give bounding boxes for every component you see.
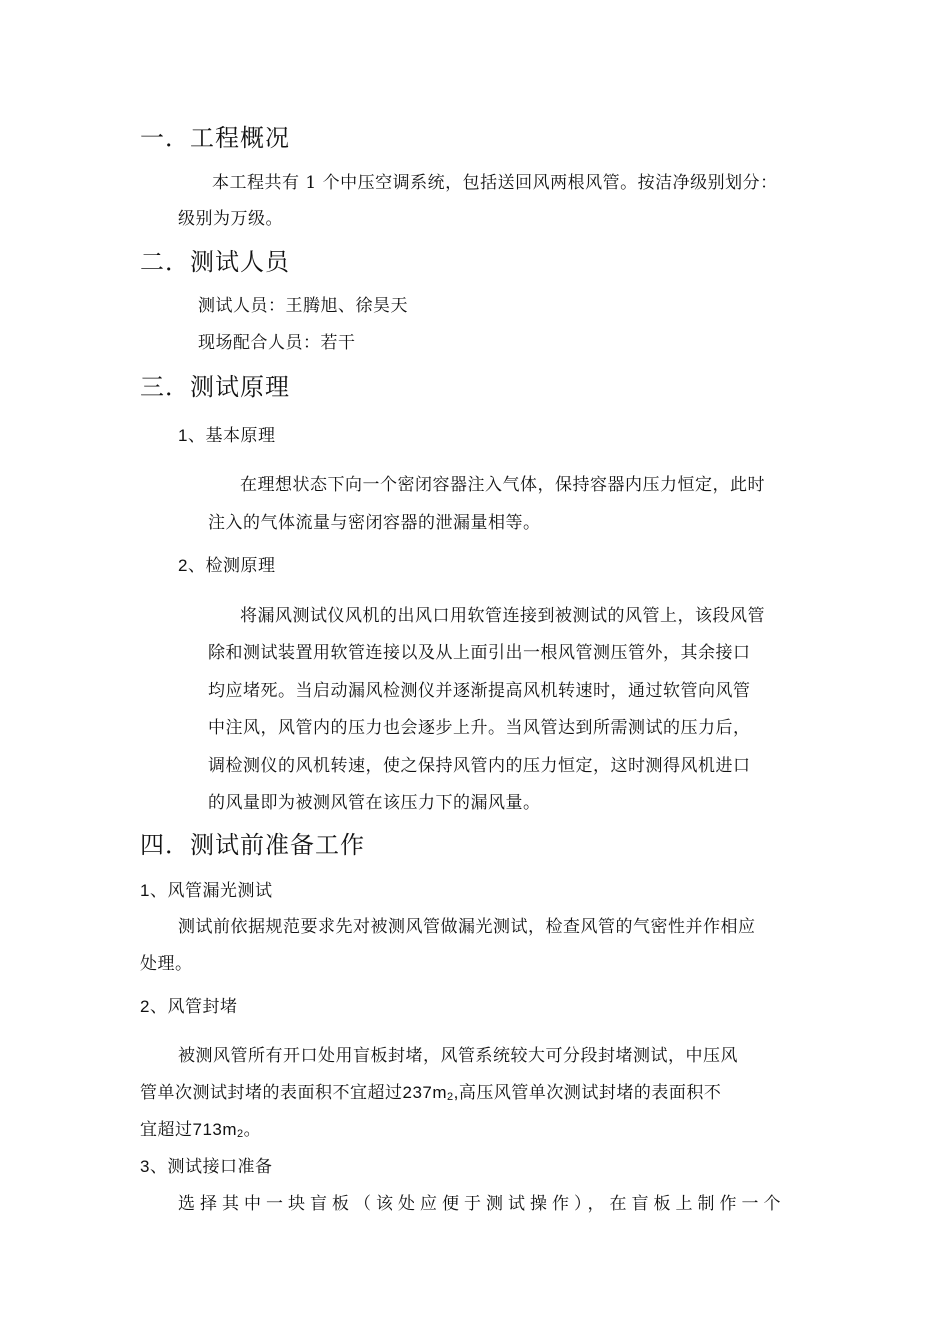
line-3-text-a: 宜超过 (140, 1120, 193, 1140)
section-3-sub-1-heading: 1、基本原理 (178, 426, 276, 445)
section-1-line-1: 本工程共有 1 个中压空调系统，包括送回风两根风管。按洁净级别划分： (212, 173, 778, 193)
section-3-sub-2-line-1: 将漏风测试仪风机的出风口用软管连接到被测试的风管上，该段风管 (240, 606, 765, 626)
section-2-title: 二．测试人员 (140, 248, 290, 276)
line-2-text-a: 管单次测试封堵的表面积不宜超过 (140, 1083, 403, 1103)
section-4-sub-2-heading: 2、风管封堵 (140, 997, 238, 1016)
area-unit-superscript: 2 (237, 1128, 244, 1140)
section-3-sub-1-line-2: 注入的气体流量与密闭容器的泄漏量相等。 (208, 513, 541, 533)
area-unit-superscript: 2 (447, 1091, 454, 1103)
area-value-medium: 237m (402, 1083, 448, 1102)
section-2-line-1: 测试人员：王腾旭、徐昊天 (198, 296, 408, 316)
section-3-sub-2-line-2: 除和测试装置用软管连接以及从上面引出一根风管测压管外，其余接口 (208, 643, 751, 663)
section-4-sub-1-heading: 1、风管漏光测试 (140, 881, 273, 900)
section-4-title: 四．测试前准备工作 (140, 831, 365, 859)
section-4-sub-2-line-3 (140, 1115, 261, 1140)
section-4-sub-3-heading: 3、测试接口准备 (140, 1157, 273, 1176)
section-3-sub-2-heading: 2、检测原理 (178, 556, 276, 575)
section-3-sub-1-line-1: 在理想状态下向一个密闭容器注入气体，保持容器内压力恒定，此时 (240, 475, 765, 495)
section-3-title: 三．测试原理 (140, 373, 290, 401)
section-4-sub-1-line-2: 处理。 (140, 954, 193, 974)
comma: , (453, 1083, 459, 1102)
section-1-line-2: 级别为万级。 (178, 209, 283, 229)
line-2-text-c: 高压风管单次测试封堵的表面积不 (458, 1083, 722, 1103)
section-4-sub-1-line-1: 测试前依据规范要求先对被测风管做漏光测试，检查风管的气密性并作相应 (178, 917, 756, 937)
section-4-sub-2-line-2 (140, 1078, 721, 1103)
section-3-sub-2-line-4: 中注风，风管内的压力也会逐步上升。当风管达到所需测试的压力后， (208, 718, 751, 738)
section-3-sub-2-line-5: 调检测仪的风机转速，使之保持风管内的压力恒定，这时测得风机进口 (208, 756, 751, 776)
section-3-sub-2-line-3: 均应堵死。当启动漏风检测仪并逐渐提高风机转速时，通过软管向风管 (208, 681, 751, 701)
section-3-sub-2-line-6: 的风量即为被测风管在该压力下的漏风量。 (208, 793, 541, 813)
section-4-sub-3-line-1: 选择其中一块盲板（该处应便于测试操作），在盲板上制作一个 (178, 1194, 786, 1214)
section-2-line-2: 现场配合人员：若干 (198, 333, 356, 353)
area-value-high: 713m (192, 1120, 238, 1139)
section-1-title: 一．工程概况 (140, 124, 290, 152)
section-4-sub-2-line-1: 被测风管所有开口处用盲板封堵，风管系统较大可分段封堵测试，中压风 (178, 1046, 738, 1066)
period: 。 (243, 1120, 262, 1140)
